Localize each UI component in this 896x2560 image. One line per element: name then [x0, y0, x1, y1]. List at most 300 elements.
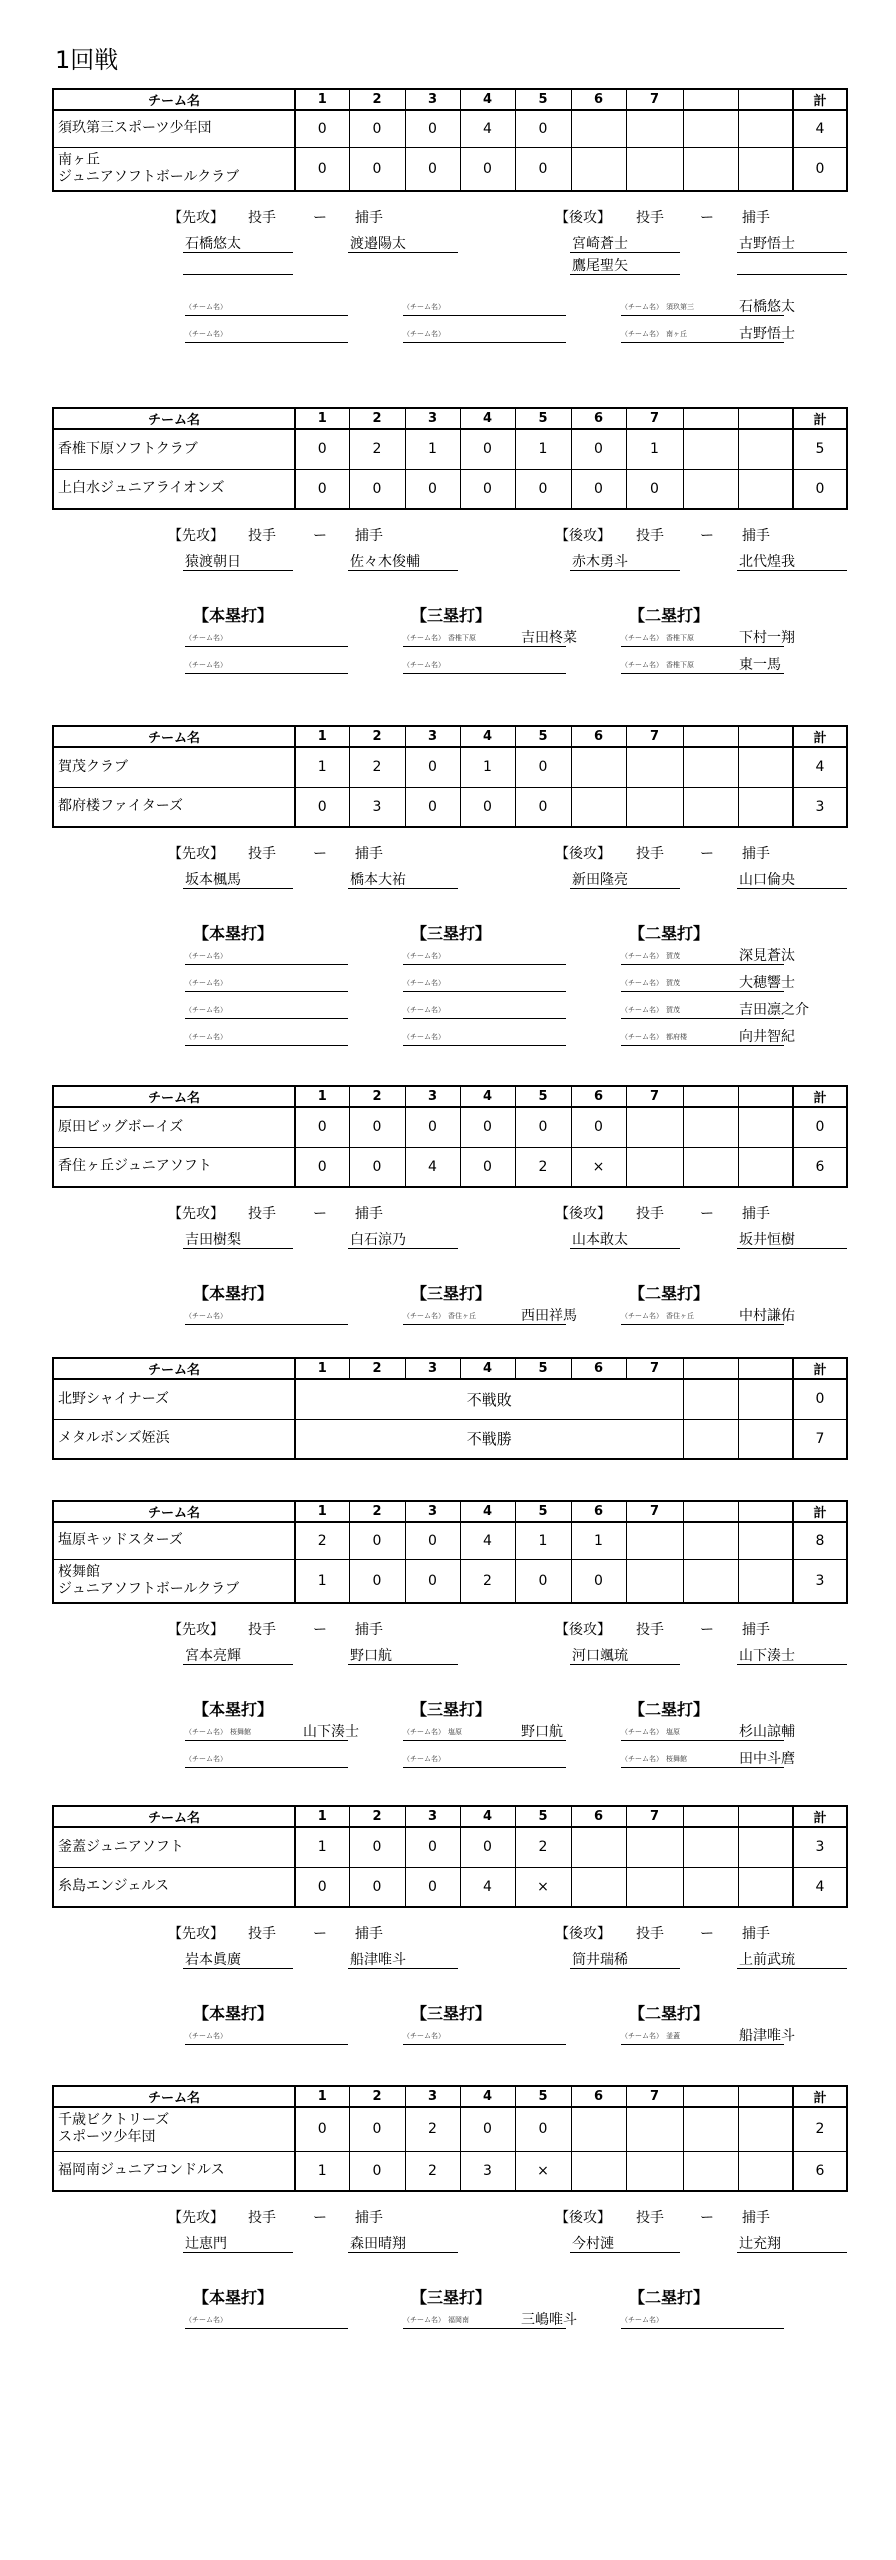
first-catcher-name: 渡邉陽太 — [350, 236, 406, 252]
inning-score: 0 — [515, 1559, 571, 1603]
second-pitcher-name: 宮崎蒼士 — [572, 236, 628, 252]
first-catcher-name: 佐々木俊輔 — [350, 554, 420, 570]
home-run-team: 桜舞館 — [230, 1728, 251, 1736]
team-name — [53, 147, 295, 191]
team-name-line: 賀茂クラブ — [58, 758, 128, 775]
second-catcher-name: 坂井恒樹 — [739, 1232, 795, 1248]
name-underline — [403, 645, 566, 647]
inning-header: 1 — [295, 408, 349, 429]
inning-score — [738, 2151, 793, 2191]
second-catcher-name: 山下湊士 — [739, 1648, 795, 1664]
triple-team-label: （チーム名） — [403, 330, 445, 338]
name-underline — [621, 1323, 784, 1325]
inning-header: 3 — [405, 1806, 460, 1827]
inning-header — [683, 1806, 738, 1827]
name-underline — [570, 1247, 680, 1249]
inning-header: 1 — [295, 1501, 349, 1522]
double-team: 香椎下原 — [666, 634, 694, 642]
name-underline — [737, 273, 847, 275]
inning-score — [571, 2107, 626, 2151]
total-score: 0 — [793, 469, 847, 509]
pitcher-label: 投手 — [636, 2210, 664, 2226]
double-player-name: 東一馬 — [739, 657, 781, 673]
inning-score: 0 — [295, 1147, 349, 1187]
inning-score: 4 — [460, 110, 515, 147]
total-score: 3 — [793, 1827, 847, 1867]
inning-score: 0 — [571, 1559, 626, 1603]
double-header: 【二塁打】 — [629, 1700, 710, 1719]
triple-team: 福岡南 — [448, 2316, 469, 2324]
inning-header: 3 — [405, 1501, 460, 1522]
inning-score: 0 — [515, 469, 571, 509]
inning-score: 1 — [295, 1827, 349, 1867]
inning-score — [683, 110, 738, 147]
double-header: 【二塁打】 — [629, 924, 710, 943]
inning-score — [626, 147, 683, 191]
inning-score — [571, 787, 626, 827]
inning-score: 2 — [515, 1147, 571, 1187]
inning-header — [683, 726, 738, 747]
catcher-label: 捕手 — [355, 846, 383, 862]
home-run-header: 【本塁打】 — [193, 1700, 274, 1719]
inning-score — [683, 1379, 738, 1419]
inning-score — [683, 429, 738, 469]
inning-score: 0 — [515, 1107, 571, 1147]
name-underline — [183, 2251, 293, 2253]
team-name — [53, 1827, 295, 1867]
inning-score — [571, 110, 626, 147]
inning-header: 5 — [515, 408, 571, 429]
double-player-name: 田中斗麿 — [739, 1751, 795, 1767]
name-underline — [183, 1663, 293, 1665]
inning-header — [738, 2086, 793, 2107]
double-player-name: 杉山諒輔 — [739, 1724, 795, 1740]
inning-score: 4 — [460, 1522, 515, 1559]
inning-score: 4 — [460, 1867, 515, 1907]
double-team: 須玖第三 — [666, 303, 694, 311]
inning-score — [683, 1147, 738, 1187]
team-row — [53, 147, 847, 191]
team-name-line: 原田ビッグボーイズ — [58, 1118, 184, 1135]
triple-team-label: （チーム名） — [403, 1755, 445, 1763]
triple-player-name: 三嶋唯斗 — [521, 2312, 577, 2328]
inning-score: 1 — [515, 429, 571, 469]
catcher-label: 捕手 — [742, 846, 770, 862]
first-pitcher-name: 吉田樹梨 — [185, 1232, 241, 1248]
catcher-label: 捕手 — [355, 1926, 383, 1942]
team-name-line: 福岡南ジュニアコンドルス — [58, 2162, 225, 2179]
inning-score: 0 — [349, 2151, 405, 2191]
name-underline — [403, 341, 566, 343]
triple-team-label: （チーム名） — [403, 1728, 445, 1736]
name-underline — [621, 1044, 784, 1046]
double-team-label: （チーム名） — [621, 303, 663, 311]
inning-score: 0 — [460, 2107, 515, 2151]
triple-team: 塩原 — [448, 1728, 462, 1736]
team-name — [53, 1867, 295, 1907]
triple-team-label: （チーム名） — [403, 634, 445, 642]
inning-header: 2 — [349, 726, 405, 747]
dash-label: ー — [700, 1622, 714, 1638]
team-name-line: 千歳ビクトリーズ — [58, 2112, 170, 2129]
inning-score — [626, 1559, 683, 1603]
inning-score — [683, 1107, 738, 1147]
dash-label: ー — [313, 1622, 327, 1638]
inning-header: 6 — [571, 89, 626, 110]
catcher-label: 捕手 — [742, 210, 770, 226]
inning-score — [683, 1522, 738, 1559]
merged-result: 不戦敗 — [295, 1379, 683, 1419]
inning-header: 7 — [626, 2086, 683, 2107]
inning-header: 5 — [515, 1806, 571, 1827]
pitcher-label: 投手 — [248, 1926, 276, 1942]
inning-score: 0 — [626, 469, 683, 509]
first-pitcher-name: 坂本楓馬 — [185, 872, 241, 888]
inning-score: 1 — [515, 1522, 571, 1559]
second-pitcher-name: 筒井瑞稀 — [572, 1952, 628, 1968]
double-team: 都府楼 — [666, 1033, 687, 1041]
second-batting-label: 【後攻】 — [555, 1622, 611, 1638]
second-catcher-name: 山口倫央 — [739, 872, 795, 888]
inning-score — [626, 1522, 683, 1559]
inning-header: 2 — [349, 1501, 405, 1522]
dash-label: ー — [313, 1206, 327, 1222]
inning-score: 0 — [295, 1107, 349, 1147]
total-score: 0 — [793, 147, 847, 191]
inning-score — [626, 2151, 683, 2191]
triple-team-label: （チーム名） — [403, 1033, 445, 1041]
inning-header: 6 — [571, 408, 626, 429]
inning-score — [626, 2107, 683, 2151]
inning-header: 4 — [460, 726, 515, 747]
inning-header: 4 — [460, 89, 515, 110]
name-underline — [185, 1044, 348, 1046]
triple-team-label: （チーム名） — [403, 661, 445, 669]
triple-header: 【三塁打】 — [411, 2004, 492, 2023]
inning-header: 4 — [460, 1806, 515, 1827]
inning-score: 0 — [349, 1867, 405, 1907]
double-team-label: （チーム名） — [621, 634, 663, 642]
inning-header: 6 — [571, 2086, 626, 2107]
inning-score: 1 — [460, 747, 515, 787]
inning-score — [738, 110, 793, 147]
inning-score: 2 — [295, 1522, 349, 1559]
total-score: 7 — [793, 1419, 847, 1459]
team-name-line: 釜蓋ジュニアソフト — [58, 1838, 184, 1855]
name-underline — [403, 990, 566, 992]
double-team-label: （チーム名） — [621, 1728, 663, 1736]
name-underline — [621, 1739, 784, 1741]
inning-header: 4 — [460, 1358, 515, 1379]
score-table — [52, 1500, 848, 1604]
inning-score: 1 — [405, 429, 460, 469]
first-catcher-name: 野口航 — [350, 1648, 392, 1664]
inning-score — [571, 147, 626, 191]
second-batting-label: 【後攻】 — [555, 846, 611, 862]
inning-header: 7 — [626, 1501, 683, 1522]
double-team-label: （チーム名） — [621, 1755, 663, 1763]
name-underline — [348, 1247, 458, 1249]
second-catcher-name: 北代煌我 — [739, 554, 795, 570]
inning-header: 5 — [515, 89, 571, 110]
name-underline — [737, 251, 847, 253]
team-name — [53, 2151, 295, 2191]
name-underline — [570, 251, 680, 253]
double-team: 桜舞館 — [666, 1755, 687, 1763]
inning-header: 5 — [515, 1086, 571, 1107]
triple-player-name: 西田祥馬 — [521, 1308, 577, 1324]
inning-score — [738, 1147, 793, 1187]
name-underline — [403, 1323, 566, 1325]
inning-score: 0 — [349, 469, 405, 509]
inning-score: 4 — [405, 1147, 460, 1187]
double-team: 塩原 — [666, 1728, 680, 1736]
inning-header: 3 — [405, 89, 460, 110]
double-team: 香住ヶ丘 — [666, 1312, 694, 1320]
inning-score: 0 — [405, 787, 460, 827]
second-catcher-name: 上前武琉 — [739, 1952, 795, 1968]
pitcher-label: 投手 — [248, 528, 276, 544]
inning-header: 2 — [349, 1358, 405, 1379]
dash-label: ー — [313, 210, 327, 226]
inning-score: 0 — [515, 2107, 571, 2151]
inning-score — [626, 1147, 683, 1187]
second-batting-label: 【後攻】 — [555, 1206, 611, 1222]
team-name-line: 香住ヶ丘ジュニアソフト — [58, 1158, 212, 1175]
first-pitcher-name: 辻恵門 — [185, 2236, 227, 2252]
inning-header — [738, 89, 793, 110]
pitcher-label: 投手 — [248, 1622, 276, 1638]
double-team: 香椎下原 — [666, 661, 694, 669]
inning-score — [626, 787, 683, 827]
name-underline — [403, 2327, 566, 2329]
double-player-name: 中村謙佑 — [739, 1308, 795, 1324]
double-team: 賀茂 — [666, 952, 680, 960]
inning-score: 2 — [515, 1827, 571, 1867]
score-table — [52, 1085, 848, 1188]
inning-score: 0 — [295, 147, 349, 191]
score-table — [52, 2085, 848, 2192]
triple-header: 【三塁打】 — [411, 1700, 492, 1719]
double-team-label: （チーム名） — [621, 1312, 663, 1320]
name-underline — [348, 2251, 458, 2253]
home-run-team-label: （チーム名） — [185, 661, 227, 669]
first-pitcher-name: 猿渡朝日 — [185, 554, 241, 570]
pitcher-label: 投手 — [248, 1206, 276, 1222]
merged-result: 不戦勝 — [295, 1419, 683, 1459]
name-underline — [183, 1247, 293, 1249]
total-header: 計 — [793, 1086, 847, 1107]
inning-score — [683, 1419, 738, 1459]
home-run-team-label: （チーム名） — [185, 634, 227, 642]
dash-label: ー — [700, 846, 714, 862]
inning-score — [738, 1379, 793, 1419]
name-underline — [737, 1967, 847, 1969]
total-score: 0 — [793, 1107, 847, 1147]
total-header: 計 — [793, 1501, 847, 1522]
inning-score — [683, 747, 738, 787]
team-row — [53, 1559, 847, 1603]
team-name-line: メタルボンズ姪浜 — [58, 1430, 170, 1447]
team-name-line: 桜舞館 — [58, 1563, 100, 1580]
dash-label: ー — [313, 2210, 327, 2226]
inning-score: 0 — [460, 147, 515, 191]
catcher-label: 捕手 — [355, 210, 383, 226]
home-run-team-label: （チーム名） — [185, 1006, 227, 1014]
double-header: 【二塁打】 — [629, 606, 710, 625]
inning-header: 3 — [405, 1358, 460, 1379]
total-score: 4 — [793, 747, 847, 787]
inning-score — [626, 1107, 683, 1147]
inning-score — [683, 1827, 738, 1867]
inning-header: 1 — [295, 1806, 349, 1827]
inning-score: 0 — [460, 1107, 515, 1147]
inning-header: 5 — [515, 726, 571, 747]
triple-team-label: （チーム名） — [403, 303, 445, 311]
first-batting-label: 【先攻】 — [168, 528, 224, 544]
home-run-team-label: （チーム名） — [185, 1755, 227, 1763]
triple-team-label: （チーム名） — [403, 2032, 445, 2040]
inning-score: 0 — [515, 787, 571, 827]
double-player-name: 下村一翔 — [739, 630, 795, 646]
name-underline — [185, 990, 348, 992]
second-batting-label: 【後攻】 — [555, 210, 611, 226]
pitcher-label: 投手 — [248, 2210, 276, 2226]
catcher-label: 捕手 — [742, 2210, 770, 2226]
total-header: 計 — [793, 726, 847, 747]
name-underline — [570, 887, 680, 889]
team-name-line: 南ヶ丘 — [58, 151, 100, 168]
name-underline — [185, 2043, 348, 2045]
inning-score — [571, 747, 626, 787]
name-underline — [403, 963, 566, 965]
inning-header — [683, 89, 738, 110]
inning-score — [683, 2151, 738, 2191]
double-team-label: （チーム名） — [621, 2032, 663, 2040]
name-underline — [185, 314, 348, 316]
pitcher-label: 投手 — [248, 210, 276, 226]
double-team: 賀茂 — [666, 1006, 680, 1014]
inning-score: 0 — [349, 1147, 405, 1187]
name-underline — [621, 990, 784, 992]
total-score: 5 — [793, 429, 847, 469]
inning-header: 5 — [515, 1358, 571, 1379]
inning-header — [738, 726, 793, 747]
catcher-label: 捕手 — [742, 1926, 770, 1942]
total-header: 計 — [793, 1358, 847, 1379]
second-pitcher-name: 赤木勇斗 — [572, 554, 628, 570]
total-score: 6 — [793, 1147, 847, 1187]
double-header: 【二塁打】 — [629, 1284, 710, 1303]
name-underline — [621, 341, 784, 343]
inning-score — [683, 787, 738, 827]
name-underline — [185, 341, 348, 343]
second-pitcher-name: 新田隆亮 — [572, 872, 628, 888]
inning-score: 1 — [626, 429, 683, 469]
inning-header — [738, 1501, 793, 1522]
inning-score — [738, 1559, 793, 1603]
name-underline — [403, 1017, 566, 1019]
inning-score: 0 — [571, 429, 626, 469]
first-pitcher-name: 石橋悠太 — [185, 236, 241, 252]
team-row — [53, 1107, 847, 1147]
inning-header: 2 — [349, 2086, 405, 2107]
catcher-label: 捕手 — [355, 1206, 383, 1222]
team-name — [53, 110, 295, 147]
inning-header: 7 — [626, 1806, 683, 1827]
name-underline — [570, 1663, 680, 1665]
double-team: 賀茂 — [666, 979, 680, 987]
inning-header: 7 — [626, 1086, 683, 1107]
team-row — [53, 787, 847, 827]
triple-team-label: （チーム名） — [403, 1006, 445, 1014]
name-underline — [185, 1323, 348, 1325]
inning-header — [738, 1358, 793, 1379]
name-underline — [570, 1967, 680, 1969]
pitcher-label: 投手 — [636, 528, 664, 544]
total-score: 4 — [793, 1867, 847, 1907]
inning-header: 2 — [349, 408, 405, 429]
inning-score — [626, 1827, 683, 1867]
inning-score: 0 — [405, 1867, 460, 1907]
team-name — [53, 747, 295, 787]
name-underline — [737, 887, 847, 889]
double-player-name: 大穂響士 — [739, 975, 795, 991]
double-team-label: （チーム名） — [621, 952, 663, 960]
score-table — [52, 725, 848, 828]
name-underline — [185, 1017, 348, 1019]
home-run-header: 【本塁打】 — [193, 2288, 274, 2307]
name-underline — [621, 1766, 784, 1768]
name-underline — [403, 1044, 566, 1046]
name-underline — [183, 273, 293, 275]
inning-score — [683, 469, 738, 509]
total-score: 3 — [793, 787, 847, 827]
inning-score — [571, 1867, 626, 1907]
first-catcher-name: 森田晴翔 — [350, 2236, 406, 2252]
inning-score: 0 — [349, 2107, 405, 2151]
catcher-label: 捕手 — [742, 528, 770, 544]
name-underline — [185, 672, 348, 674]
first-batting-label: 【先攻】 — [168, 846, 224, 862]
first-catcher-name: 橋本大祐 — [350, 872, 406, 888]
double-team-label: （チーム名） — [621, 330, 663, 338]
inning-score: 1 — [295, 2151, 349, 2191]
triple-team: 香椎下原 — [448, 634, 476, 642]
dash-label: ー — [700, 528, 714, 544]
inning-score: 2 — [405, 2151, 460, 2191]
team-row — [53, 469, 847, 509]
double-header: 【二塁打】 — [629, 2288, 710, 2307]
inning-score — [738, 747, 793, 787]
inning-header: 7 — [626, 89, 683, 110]
name-underline — [621, 314, 784, 316]
inning-score: 1 — [295, 747, 349, 787]
inning-score — [738, 147, 793, 191]
inning-score: 0 — [405, 1522, 460, 1559]
team-row — [53, 110, 847, 147]
name-underline — [185, 1739, 348, 1741]
inning-score: × — [515, 1867, 571, 1907]
name-underline — [348, 887, 458, 889]
home-run-header: 【本塁打】 — [193, 1284, 274, 1303]
first-pitcher-name: 岩本眞廣 — [185, 1952, 241, 1968]
inning-header: 6 — [571, 726, 626, 747]
name-underline — [183, 887, 293, 889]
inning-score: 0 — [515, 747, 571, 787]
double-team-label: （チーム名） — [621, 1006, 663, 1014]
inning-score: 0 — [405, 1559, 460, 1603]
